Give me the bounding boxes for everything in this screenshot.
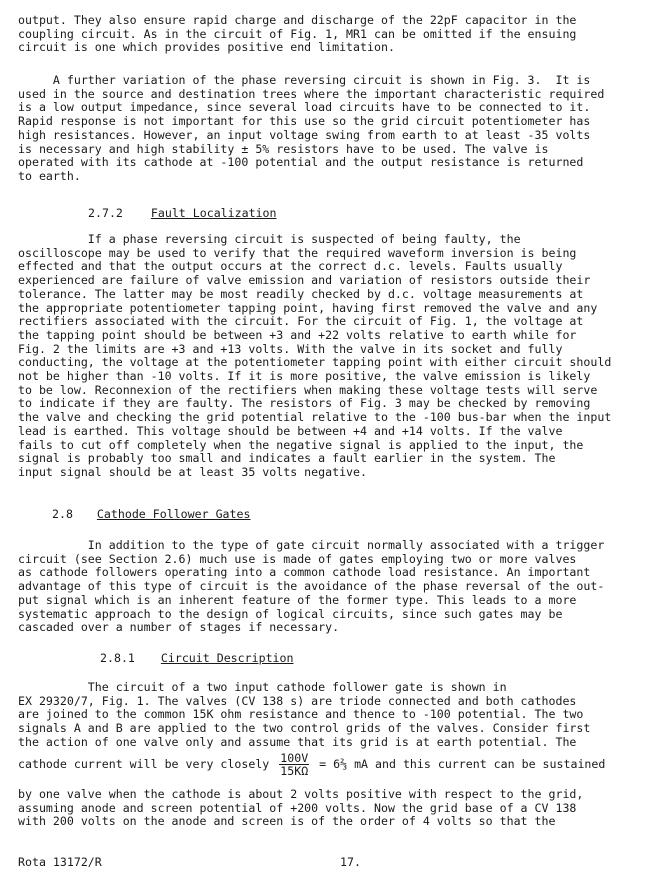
text-line: circuit is one which provides positive end limitation. [18,40,395,55]
text-line: Fig. 2 the limits are +3 and +13 volts. With the valve in its socket and fully [18,341,563,356]
text-line: signals A and B are applied to the two control grids of the valves. Consider first [18,721,591,736]
text-line: EX 29320/7, Fig. 1. The valves (CV 138 s) are triode connected and both cathodes [18,693,577,708]
section-number: 2.8 [52,507,73,521]
text-line: high resistances. However, an input voltage swing from earth to at least -35 volts [18,127,591,142]
text-line: are joined to the common 15K ohm resistance and thence to -100 potential. The two [18,707,584,722]
paragraph-circuit-description [18,681,640,750]
text-line: as cathode followers operating into a common cathode load resistance. An important [18,565,591,580]
text-line: the appropriate potentiometer tapping point, having first removed the valve and any [18,300,598,315]
paragraph-phase-reversing-variation [18,74,640,184]
text-line: A further variation of the phase reversing circuit is shown in Fig. 3. It is [18,73,591,87]
text-line: put signal which is an inherent feature of the former type. This leads to a more [18,592,577,607]
text-line: the action of one valve only and assume that its grid is at earth potential. The [18,734,577,749]
text-line: effected and that the output occurs at the correct d.c. levels. Faults usually [18,259,563,274]
text-line: In addition to the type of gate circuit normally associated with a trigger [18,538,605,552]
text-line: used in the source and destination trees where the important characteristic required [18,86,605,101]
section-title: Circuit Description [160,651,294,665]
text-line: rectifiers associated with the circuit. For the circuit of Fig. 1, the voltage at [18,314,584,329]
text-line: coupling circuit. As in the circuit of Fig. 1, MR1 can be omitted if the ensuing [18,26,577,41]
text-line: If a phase reversing circuit is suspected of being faulty, the [18,232,521,246]
footer-reference: Rota 13172/R [18,855,102,869]
section-number: 2.7.2 [88,206,123,220]
text-line: not be higher than -10 volts. If it is more positive, the valve emission is likely [18,369,591,384]
text-line: to earth. [18,168,81,183]
text-line: tolerance. The latter may be most readily checked by d.c. voltage measurements at [18,286,584,301]
text-line: systematic approach to the design of logical circuits, since such gates may be [18,606,563,621]
equation-value: = 6⅔ [319,757,348,771]
current-fraction [279,752,309,777]
paragraph-grid-base [18,788,640,829]
text-line: operated with its cathode at -100 potential and the output resistance is returned [18,155,584,170]
text-line: assuming anode and screen potential of +200 volts. Now the grid base of a CV 138 [18,800,577,815]
text-line: the tapping point should be between +3 and +22 volts relative to earth while for [18,327,577,342]
text-line: input signal should be at least 35 volts negative. [18,464,368,479]
equation-line [18,752,640,777]
section-title: Fault Localization [150,206,277,220]
section-heading-2-8 [52,508,250,522]
text-line: experienced are failure of valve emission and variation of resistors outside their [18,273,591,288]
section-heading-2-8-1 [100,652,294,666]
fraction-numerator: 100V [280,751,309,765]
text-line: cascaded over a number of stages if necessary. [18,620,340,635]
text-line: fails to cut off completely when the negative signal is applied to the input, the [18,437,584,452]
section-title: Cathode Follower Gates [96,507,251,521]
equation-suffix: mA and this current can be sustained [354,757,606,771]
equation-prefix: cathode current will be very closely [18,757,270,771]
text-line: oscilloscope may be used to verify that the required waveform inversion is being [18,245,577,260]
text-line: lead is earthed. This voltage should be between +4 and +14 volts. If the valve [18,423,563,438]
text-line: Rapid response is not important for this use so the grid circuit potentiometer has [18,114,591,129]
section-number: 2.8.1 [100,651,135,665]
paragraph-fault-localization [18,233,640,480]
paragraph-intro [18,14,640,55]
text-line: advantage of this type of circuit is the avoidance of the phase reversal of the out- [18,579,605,594]
text-line: to indicate if they are faulty. The resistors of Fig. 3 may be checked by removing [18,396,591,411]
text-line: circuit (see Section 2.6) much use is made of gates employing two or more valves [18,551,577,566]
text-line: to be low. Reconnexion of the rectifiers when making these voltage tests will serve [18,382,598,397]
text-line: is necessary and high stability ± 5% resistors have to be used. The valve is [18,141,549,156]
paragraph-cathode-follower-gates [18,539,640,635]
text-line: with 200 volts on the anode and screen is of the order of 4 volts so that the [18,814,556,829]
section-heading-2-7-2 [88,207,277,221]
text-line: conducting, the voltage at the potentiometer tapping point with either circuit should [18,355,612,370]
text-line: the valve and checking the grid potential relative to the -100 bus-bar when the input [18,410,612,425]
page-number: 17. [340,855,361,869]
text-line: is a low output impedance, since several load circuits have to be connected to it. [18,100,591,115]
fraction-denominator: 15KΩ [280,764,309,778]
text-line: output. They also ensure rapid charge and discharge of the 22pF capacitor in the [18,13,577,27]
text-line: The circuit of a two input cathode follower gate is shown in [18,680,507,694]
text-line: signal is probably too small and indicates a fault earlier in the system. The [18,451,556,466]
text-line: by one valve when the cathode is about 2 volts positive with respect to the grid, [18,787,584,801]
